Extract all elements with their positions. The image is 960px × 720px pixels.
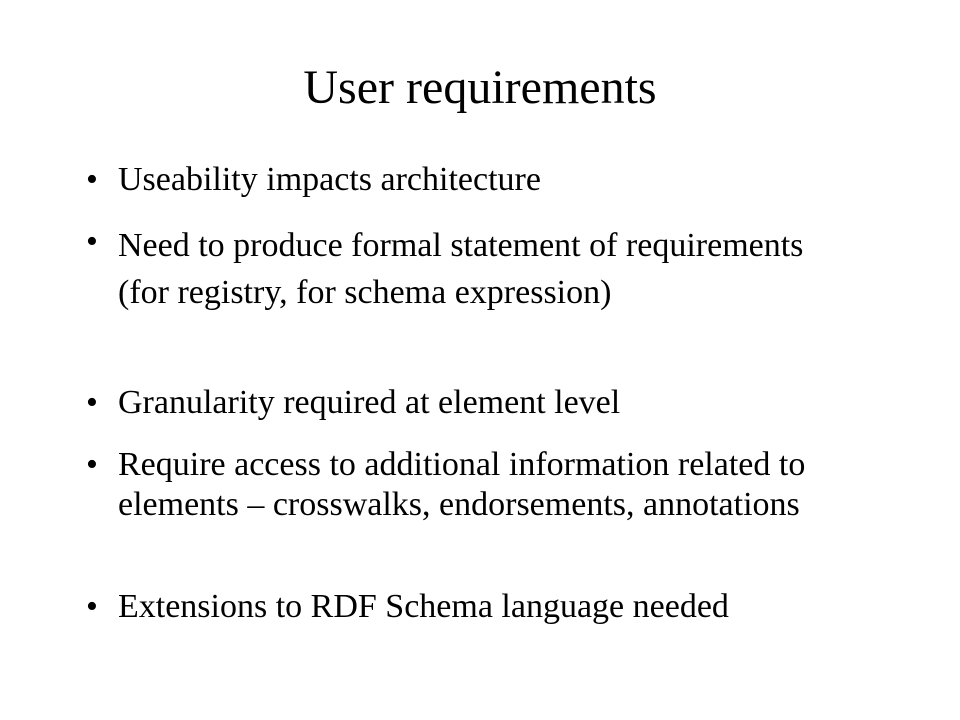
bullet-text: Require access to additional information related to elements – crosswalks, endorsements, annotations [118,446,806,523]
bullet-item [86,222,846,316]
bullet-text: Need to produce formal statement of requirements (for registry, for schema expression) [118,227,804,311]
bullet-glyph: • [86,384,98,421]
bullet-glyph: • [86,161,98,198]
bullet-text: Extensions to RDF Schema language needed [118,588,729,625]
slide-title: User requirements [303,61,657,114]
bullet-item [86,445,846,525]
bullet-text: Useability impacts architecture [118,161,541,198]
bullet-glyph: • [86,446,98,483]
bullet-item [86,160,846,200]
bullet-item [86,383,846,423]
bullet-glyph: • [86,588,98,625]
bullet-item [86,587,846,627]
bullet-glyph: • [86,223,98,260]
bullet-text: Granularity required at element level [118,384,621,421]
